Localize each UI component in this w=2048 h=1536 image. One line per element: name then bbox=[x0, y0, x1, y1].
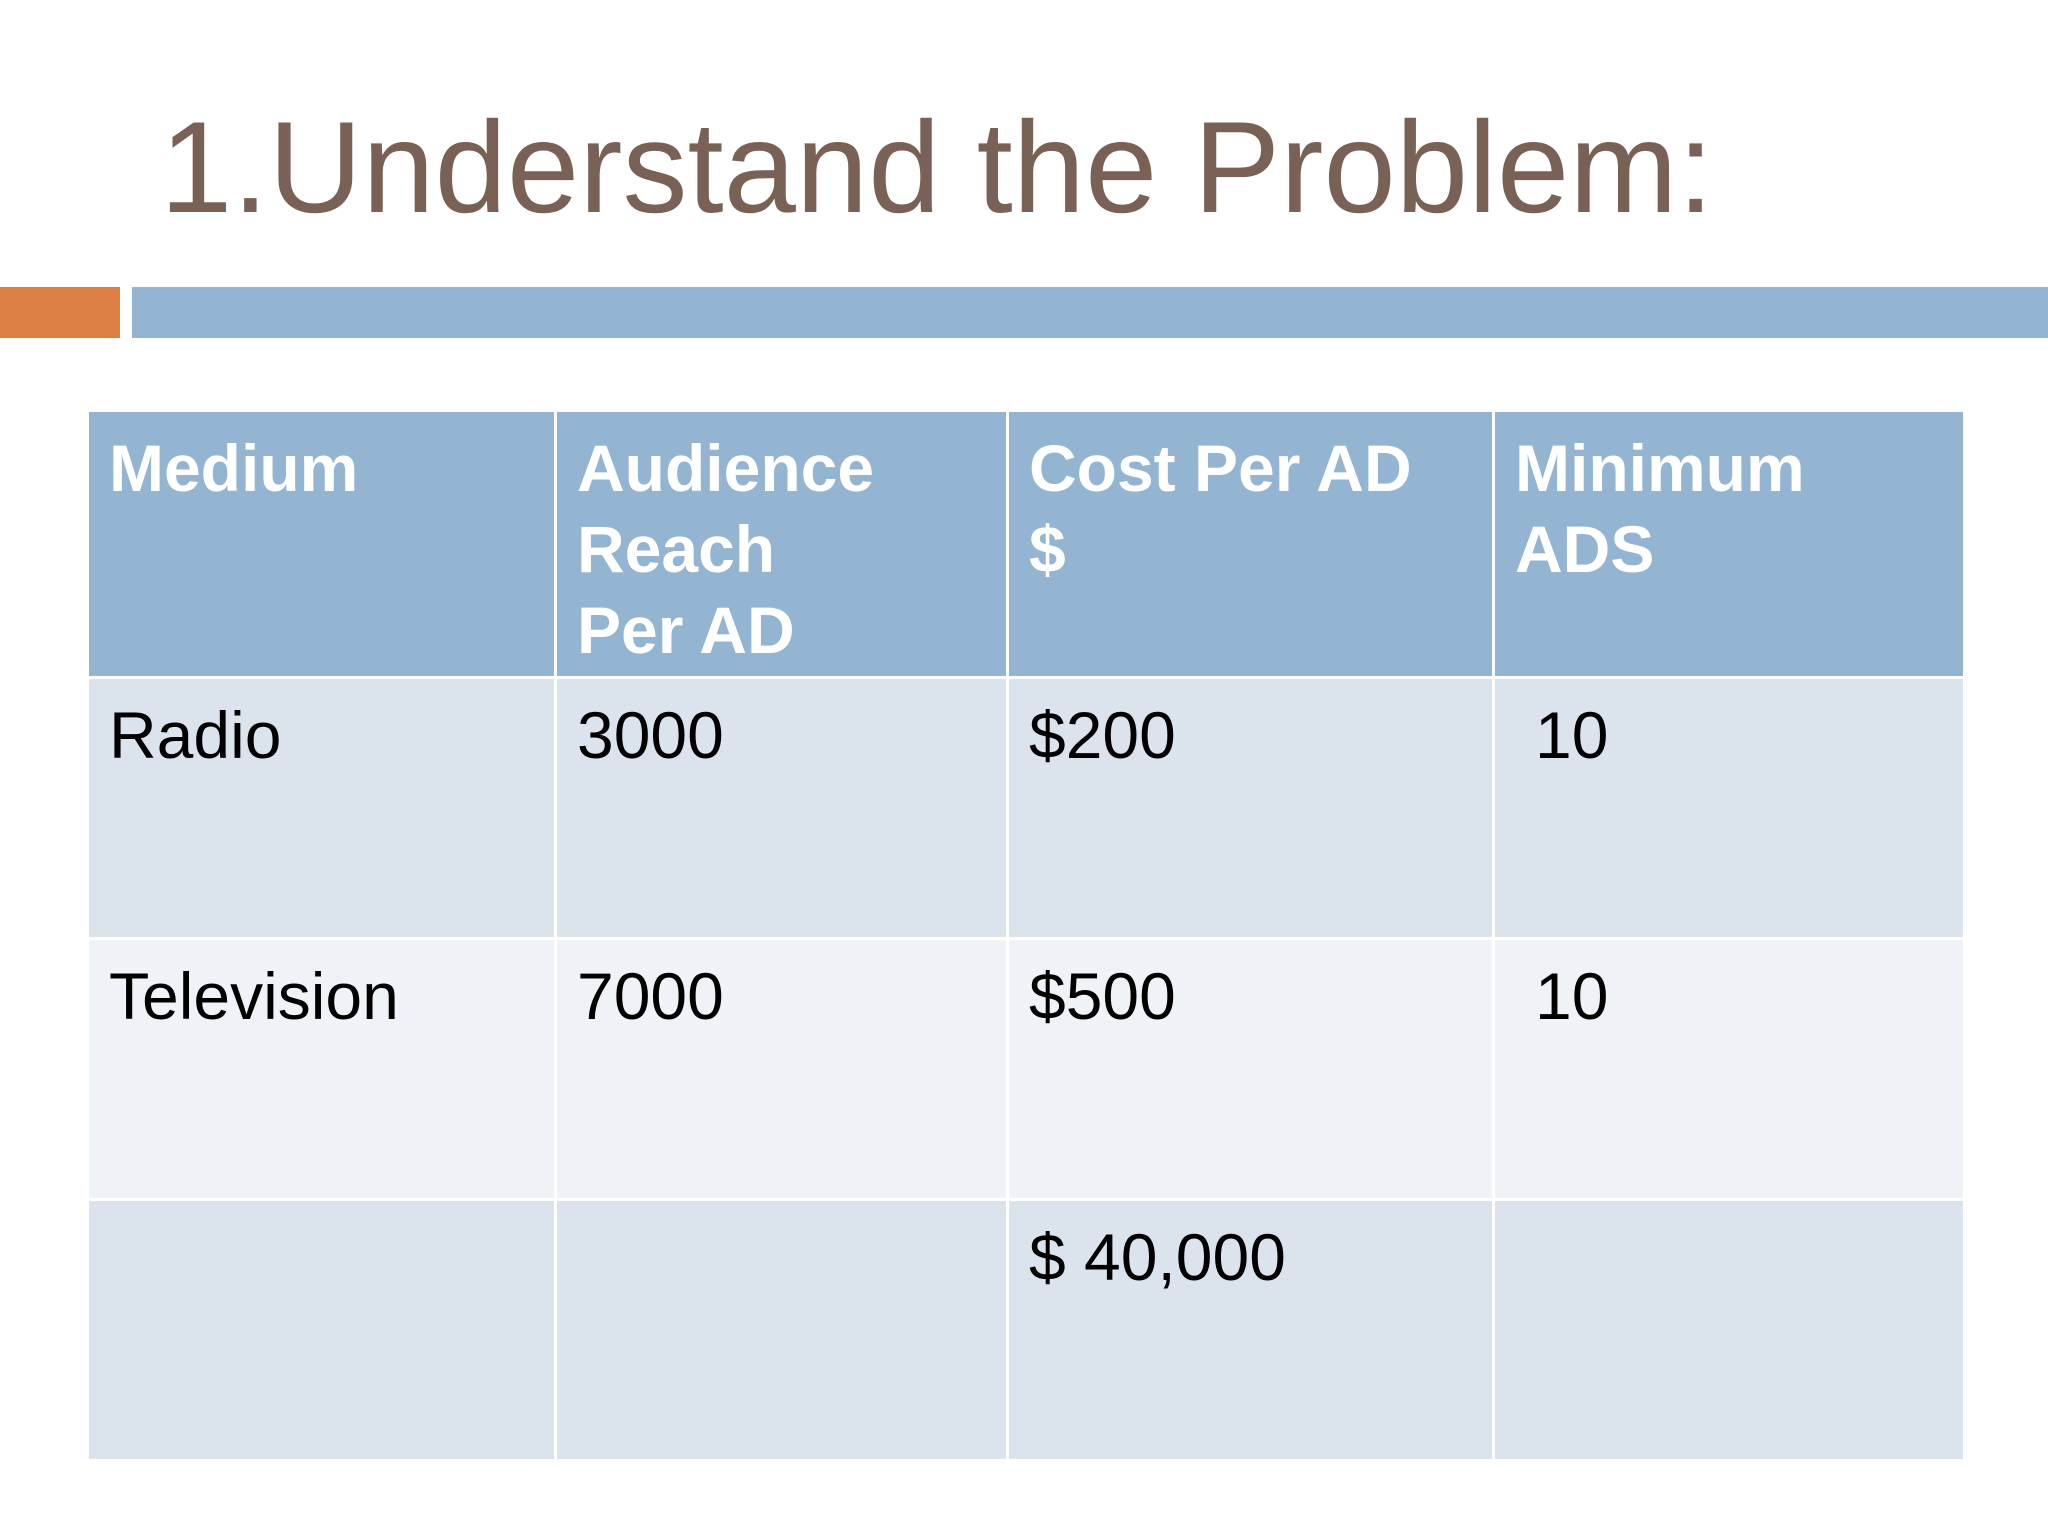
cell-minimum-ads: 10 bbox=[1494, 678, 1965, 939]
title-accent-orange-bar bbox=[0, 287, 120, 338]
table-row bbox=[88, 1200, 1965, 1461]
cell-minimum-ads: 10 bbox=[1494, 939, 1965, 1200]
cell-medium: Radio bbox=[88, 678, 556, 939]
cell-audience-reach: 3000 bbox=[556, 678, 1008, 939]
cell-minimum-ads bbox=[1494, 1200, 1965, 1461]
slide-title: 1.Understand the Problem: bbox=[160, 94, 1714, 240]
cell-cost-per-ad: $200 bbox=[1008, 678, 1494, 939]
table-row bbox=[88, 939, 1965, 1200]
header-cost-per-ad-label: Cost Per AD $ bbox=[1029, 431, 1412, 586]
header-minimum-ads-label: Minimum ADS bbox=[1515, 431, 1805, 586]
header-medium bbox=[88, 411, 556, 678]
cell-medium bbox=[88, 1200, 556, 1461]
cell-audience-reach bbox=[556, 1200, 1008, 1461]
cell-cost-per-ad: $ 40,000 bbox=[1008, 1200, 1494, 1461]
cell-cost-per-ad: $500 bbox=[1008, 939, 1494, 1200]
title-accent-blue-bar bbox=[132, 287, 2048, 338]
header-audience-reach bbox=[556, 411, 1008, 678]
header-audience-reach-label: Audience Reach Per AD bbox=[577, 431, 875, 667]
cell-medium: Television bbox=[88, 939, 556, 1200]
table-row bbox=[88, 678, 1965, 939]
header-minimum-ads bbox=[1494, 411, 1965, 678]
media-cost-table bbox=[86, 409, 1966, 1462]
cell-audience-reach: 7000 bbox=[556, 939, 1008, 1200]
header-cost-per-ad bbox=[1008, 411, 1494, 678]
header-medium-label: Medium bbox=[109, 431, 359, 505]
table-header-row bbox=[88, 411, 1965, 678]
